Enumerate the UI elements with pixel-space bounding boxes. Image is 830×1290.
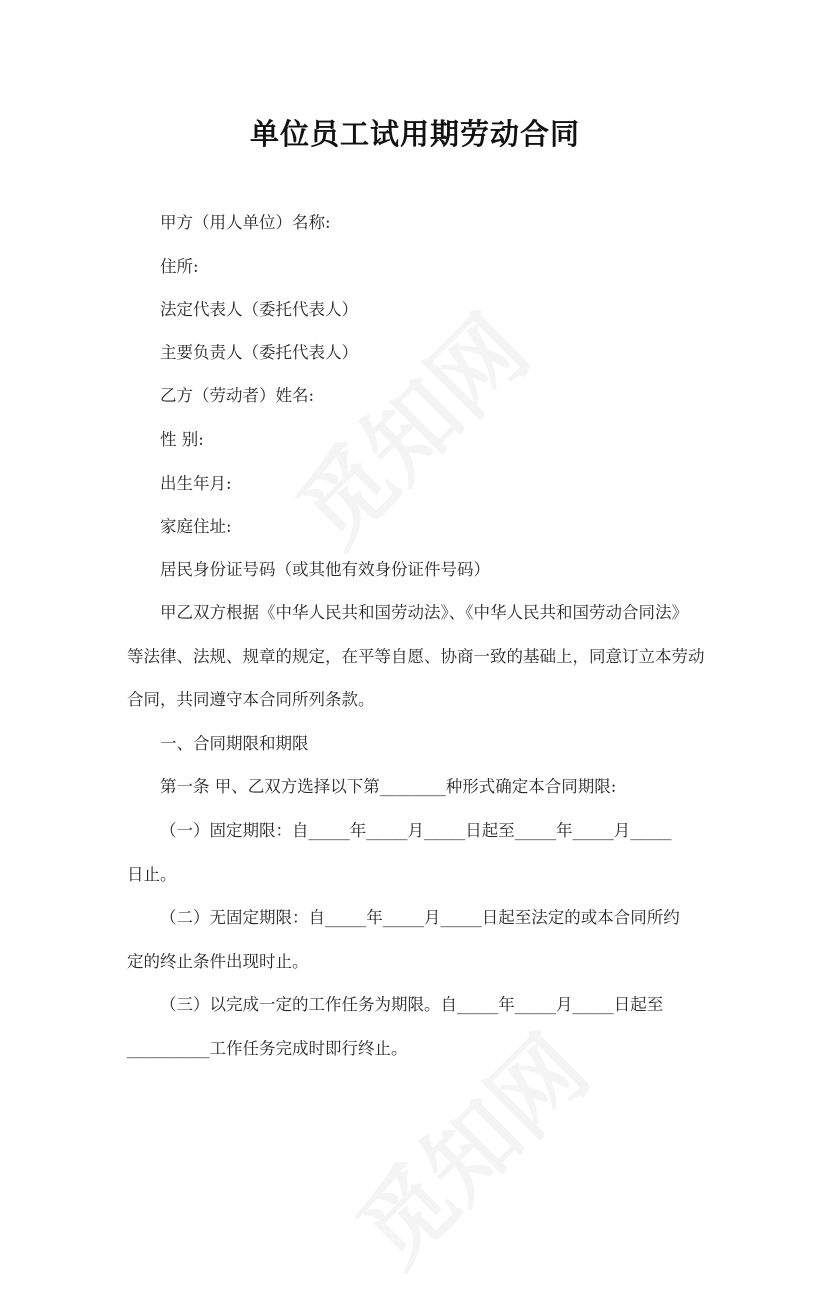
legal-representative-line: 法定代表人（委托代表人） — [160, 300, 358, 319]
open-term-line-2: 定的终止条件出现时止。 — [127, 952, 309, 971]
article-one-line: 第一条 甲、乙双方选择以下第________种形式确定本合同期限: — [160, 777, 617, 796]
principal-line: 主要负责人（委托代表人） — [160, 343, 358, 362]
party-b-name-line: 乙方（劳动者）姓名: — [160, 386, 315, 405]
watermark-upper — [264, 282, 553, 571]
party-a-address-line: 住所: — [160, 257, 199, 276]
fixed-term-line-1: （一）固定期限：自_____年_____月_____日起至_____年_____月_____ — [160, 821, 672, 840]
preamble-line-1: 甲乙双方根据《中华人民共和国劳动法》、《中华人民共和国劳动合同法》 — [160, 603, 688, 622]
party-a-name-line: 甲方（用人单位）名称: — [160, 213, 331, 232]
birth-date-line: 出生年月: — [160, 474, 232, 493]
gender-line: 性 别: — [160, 430, 204, 449]
fixed-term-line-2: 日止。 — [127, 865, 177, 884]
preamble-line-2: 等法律、法规、规章的规定，在平等自愿、协商一致的基础上，同意订立本劳动 — [127, 647, 705, 666]
open-term-line-1: （二）无固定期限：自_____年_____月_____日起至法定的或本合同所约 — [160, 908, 680, 927]
preamble-line-3: 合同，共同遵守本合同所列条款。 — [127, 690, 375, 709]
task-term-line-1: （三）以完成一定的工作任务为期限。自_____年_____月_____日起至 — [160, 995, 664, 1014]
id-number-line: 居民身份证号码（或其他有效身份证件号码） — [160, 560, 490, 579]
section-heading: 一、合同期限和期限 — [160, 734, 309, 753]
task-term-line-2: __________工作任务完成时即行终止。 — [127, 1039, 408, 1058]
document-title: 单位员工试用期劳动合同 — [249, 117, 580, 151]
home-address-line: 家庭住址: — [160, 517, 232, 536]
